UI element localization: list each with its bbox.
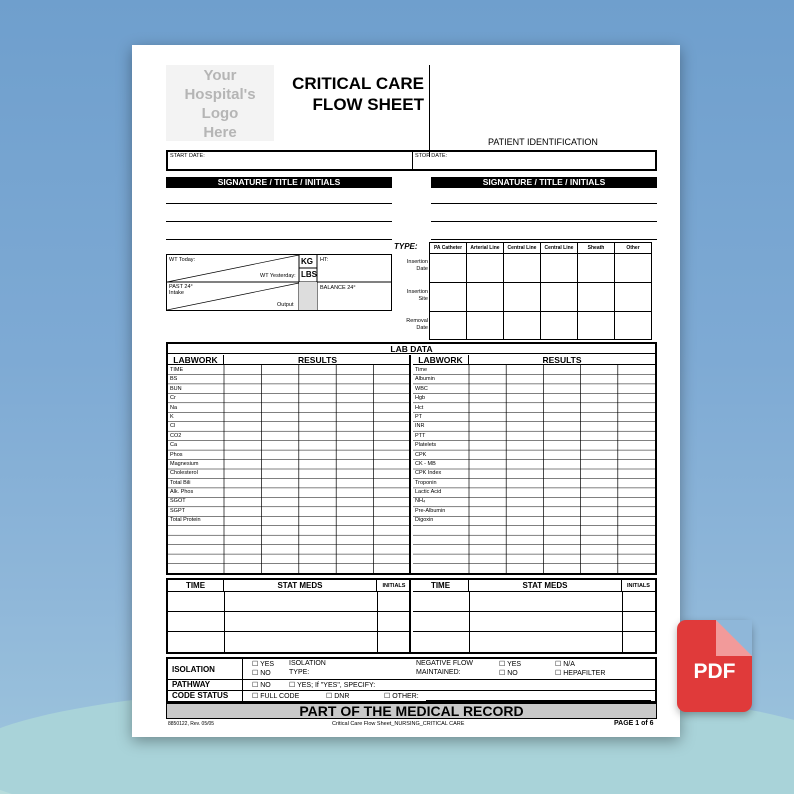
lab-test-label: Time bbox=[415, 367, 428, 373]
lab-test-label: NH₄ bbox=[415, 498, 426, 505]
lab-test-label: Digoxin bbox=[415, 517, 434, 524]
lab-test-label: SGPT bbox=[170, 507, 185, 514]
lab-test-label: Ca bbox=[170, 442, 178, 449]
lab-data-section bbox=[166, 342, 657, 575]
stat-initials-header: INITIALS bbox=[377, 580, 411, 592]
lab-test-label: Pre-Albumin bbox=[415, 507, 446, 514]
wt-yesterday-label: WT Yesterday: bbox=[260, 273, 296, 279]
pathway-yes-checkbox[interactable]: ☐ YES; If "YES", SPECIFY: bbox=[289, 682, 376, 689]
stat-meds-header: STAT MEDS bbox=[469, 580, 622, 592]
lab-test-label: WBC bbox=[415, 385, 428, 392]
removal-date-label: Removal Date bbox=[406, 318, 428, 331]
lab-test-label: Hgb bbox=[415, 395, 426, 402]
neg-flow-no-checkbox[interactable]: ☐ NO bbox=[499, 670, 518, 677]
labwork-header: LABWORK bbox=[168, 355, 224, 365]
signature-header-left: SIGNATURE / TITLE / INITIALS bbox=[166, 177, 392, 188]
pathway-no-checkbox[interactable]: ☐ NO bbox=[252, 682, 271, 689]
code-status-label: CODE STATUS bbox=[172, 691, 229, 700]
other-checkbox[interactable]: ☐ OTHER: bbox=[384, 693, 419, 700]
stop-date-label: STOP DATE: bbox=[415, 153, 448, 159]
stat-time-header: TIME bbox=[168, 580, 224, 592]
stat-initials-header: INITIALS bbox=[622, 580, 655, 592]
lab-test-label: Alk. Phos bbox=[170, 489, 194, 496]
lab-test-label: BUN bbox=[170, 385, 182, 392]
na-checkbox[interactable]: ☐ N/A bbox=[555, 661, 575, 668]
balance-label: BALANCE 24° bbox=[320, 285, 356, 291]
lab-test-label: CO2 bbox=[170, 432, 182, 439]
patient-identification-label: PATIENT IDENTIFICATION bbox=[488, 137, 598, 147]
full-code-checkbox[interactable]: ☐ FULL CODE bbox=[252, 693, 300, 700]
lab-test-label: SGOT bbox=[170, 498, 186, 505]
kg-unit: KG bbox=[301, 257, 313, 266]
lab-test-label: INR bbox=[415, 423, 425, 430]
hospital-logo-placeholder: Your Hospital's Logo Here bbox=[166, 65, 274, 141]
form-number: 8850122, Rev. 05/05 bbox=[168, 721, 215, 727]
past-24-label: PAST 24° bbox=[169, 284, 193, 290]
labwork-header: LABWORK bbox=[413, 355, 469, 365]
pathway-label: PATHWAY bbox=[172, 680, 211, 689]
catheter-header: Other bbox=[615, 243, 652, 254]
catheter-header: Central Line bbox=[541, 243, 578, 254]
maintained-label: MAINTAINED: bbox=[416, 669, 461, 676]
page-number: PAGE 1 of 6 bbox=[614, 720, 654, 727]
output-label: Output bbox=[277, 302, 294, 308]
lab-test-label: Cholesterol bbox=[170, 470, 198, 477]
lab-test-label: BS bbox=[170, 376, 178, 383]
lab-test-label: Hct bbox=[415, 404, 424, 411]
type-label: TYPE: bbox=[394, 242, 418, 251]
status-section bbox=[166, 657, 657, 703]
lab-test-label: Magnesium bbox=[170, 460, 199, 467]
stat-meds-header: STAT MEDS bbox=[224, 580, 377, 592]
insertion-site-label: Insertion Site bbox=[406, 289, 428, 302]
lab-right-panel bbox=[413, 355, 655, 573]
lab-left-panel bbox=[168, 355, 411, 573]
lab-test-label: Phos bbox=[170, 451, 183, 458]
lab-test-label: Cl bbox=[170, 423, 176, 430]
catheter-table bbox=[429, 242, 652, 340]
form-description: Critical Care Flow Sheet_NURSING_CRITICAL CARE bbox=[332, 721, 465, 727]
height-label: HT: bbox=[320, 257, 329, 263]
signature-header-right: SIGNATURE / TITLE / INITIALS bbox=[431, 177, 657, 188]
negative-flow-label: NEGATIVE FLOW bbox=[416, 660, 474, 667]
pdf-badge-label: PDF bbox=[693, 660, 736, 683]
lab-test-label: Albumin bbox=[415, 376, 435, 383]
catheter-header: Arterial Line bbox=[467, 243, 504, 254]
lab-test-label: Na bbox=[170, 404, 178, 411]
results-header: RESULTS bbox=[224, 355, 411, 365]
lab-test-label: CK - MB bbox=[415, 460, 436, 467]
flow-sheet-page bbox=[132, 45, 680, 737]
start-date-label: START DATE: bbox=[170, 153, 205, 159]
stat-time-header: TIME bbox=[413, 580, 469, 592]
pdf-file-icon bbox=[677, 620, 752, 712]
isolation-text: ISOLATION bbox=[289, 660, 326, 667]
results-header: RESULTS bbox=[469, 355, 655, 365]
catheter-header: Sheath bbox=[578, 243, 615, 254]
dnr-checkbox[interactable]: ☐ DNR bbox=[326, 693, 350, 700]
lab-test-label: Total Protein bbox=[170, 517, 201, 524]
form-title: CRITICAL CARE FLOW SHEET bbox=[292, 74, 424, 114]
neg-flow-yes-checkbox[interactable]: ☐ YES bbox=[499, 661, 522, 668]
weight-box bbox=[166, 254, 392, 311]
catheter-header: PA Catheter bbox=[430, 243, 467, 254]
lab-test-label: K bbox=[170, 413, 174, 420]
isolation-no-checkbox[interactable]: ☐ NO bbox=[252, 670, 271, 677]
date-bar bbox=[166, 150, 657, 171]
lab-test-label: PT bbox=[415, 413, 423, 420]
wt-today-label: WT Today: bbox=[169, 257, 196, 263]
lab-test-label: Lactic Acid bbox=[415, 489, 442, 496]
catheter-header: Central Line bbox=[504, 243, 541, 254]
medical-record-banner: PART OF THE MEDICAL RECORD bbox=[166, 703, 657, 719]
insertion-date-label: Insertion Date bbox=[406, 259, 428, 272]
lab-test-label: Platelets bbox=[415, 442, 437, 449]
lab-data-title: LAB DATA bbox=[168, 344, 655, 354]
lab-test-label: Troponin bbox=[415, 479, 437, 486]
intake-label: Intake bbox=[169, 290, 184, 296]
isolation-yes-checkbox[interactable]: ☐ YES bbox=[252, 661, 275, 668]
lab-test-label: TIME bbox=[170, 367, 184, 373]
lab-test-label: PTT bbox=[415, 432, 426, 439]
isolation-type-label: TYPE: bbox=[289, 669, 310, 676]
lab-test-label: CPK bbox=[415, 451, 427, 458]
header-divider bbox=[429, 65, 430, 157]
lab-test-label: Total Bili bbox=[170, 479, 191, 486]
stat-meds-section bbox=[166, 578, 657, 654]
lbs-unit: LBS bbox=[301, 270, 317, 279]
lab-test-label: Cr bbox=[170, 395, 176, 402]
lab-test-label: CPK Index bbox=[415, 470, 442, 477]
hepafilter-checkbox[interactable]: ☐ HEPAFILTER bbox=[555, 670, 606, 677]
isolation-label: ISOLATION bbox=[172, 665, 215, 674]
